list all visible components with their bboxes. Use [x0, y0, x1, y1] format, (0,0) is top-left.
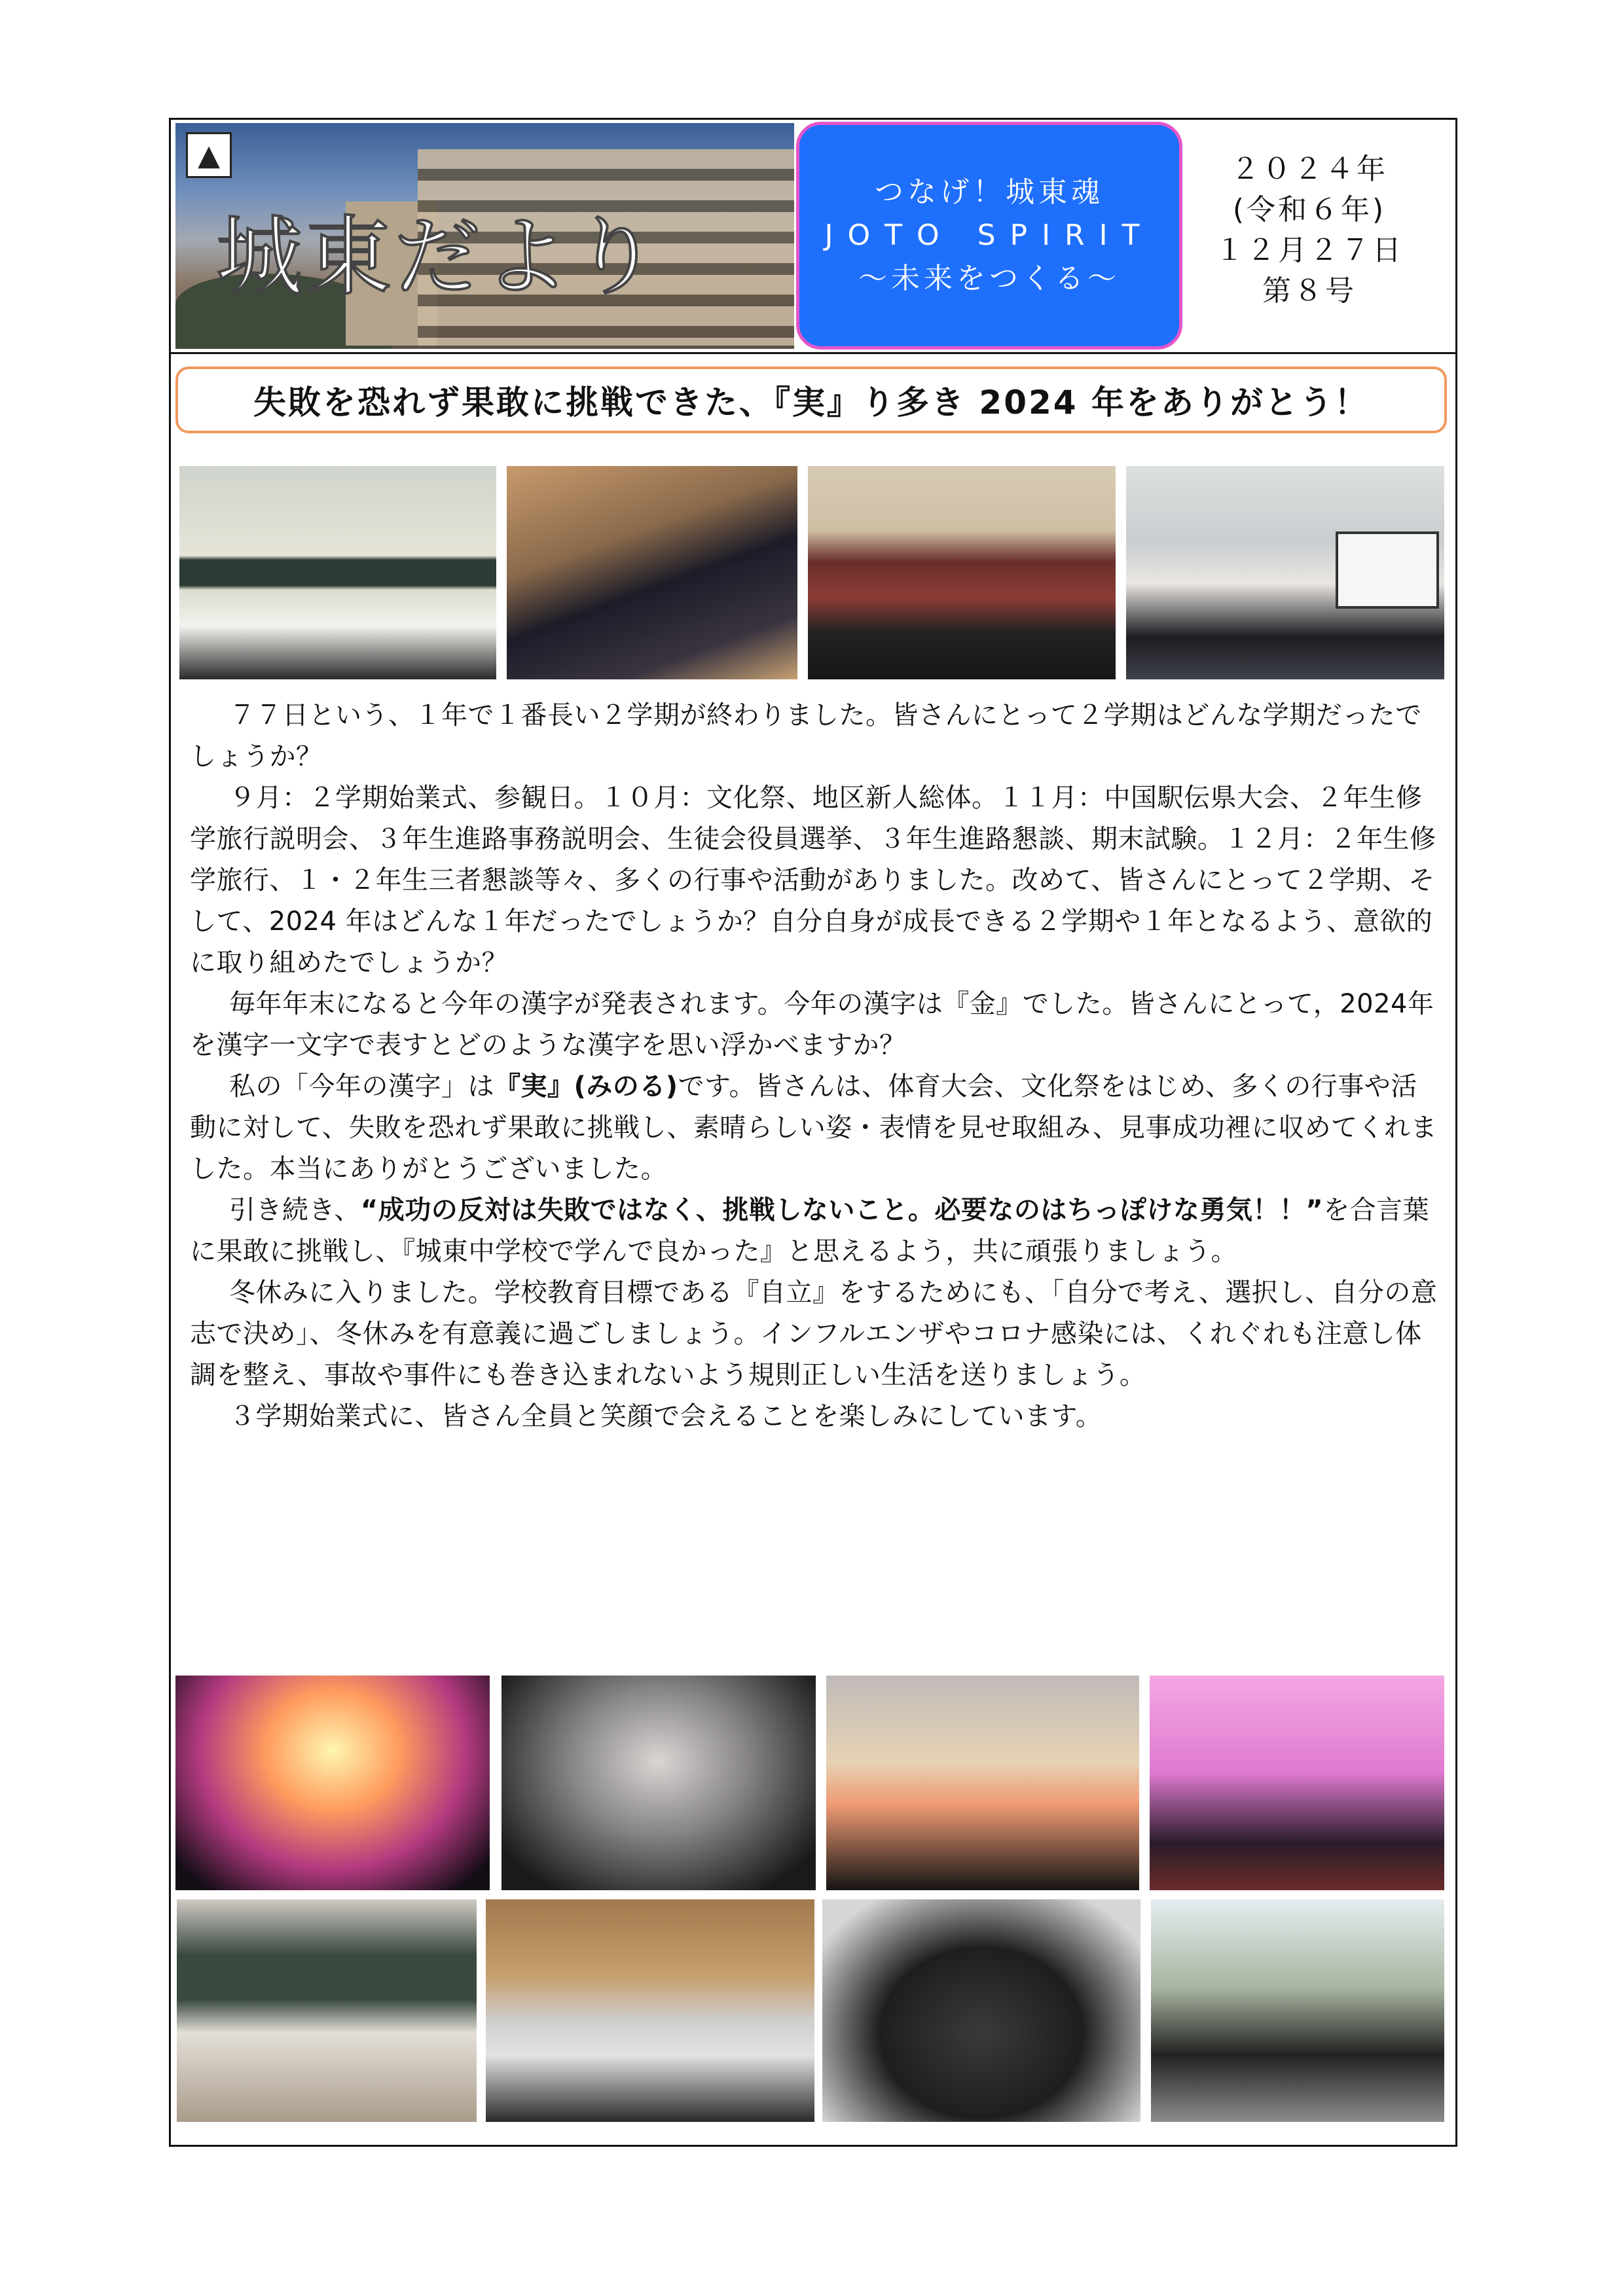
paragraph-2: ９月：２学期始業式、参観日。１０月：文化祭、地区新人総体。１１月：中国駅伝県大会、２年生修学旅行説明会、３年生進路事務説明会、生徒会役員選挙、３年生進路懇談、期末試験。１２月：２年生修学旅行、１・２年生三者懇談等々、多くの行事や活動がありました。改めて、皆さんにとって２学期、そして、2024 年はどんな１年だったでしょうか？自分自身が成長できる２学期や１年となるよう、意欲的に取り組めたでしょうか？ [190, 783, 1436, 978]
photo-stage-assembly [808, 466, 1116, 679]
paragraph-5-lead: 引き続き、 [229, 1195, 361, 1225]
article-body [190, 695, 1438, 1437]
issue-number: 第８号 [1262, 274, 1357, 308]
newsletter-title: 城東だより [216, 207, 661, 308]
photo-group-overhead [822, 1899, 1140, 2122]
photo-tablet-work [507, 466, 797, 679]
slogan-box [796, 122, 1182, 350]
projector-screen [1336, 531, 1439, 609]
photo-stage-drama [501, 1676, 816, 1890]
issue-date: １２月２７日 [1215, 234, 1404, 267]
photo-classroom-pose [177, 1899, 477, 2122]
paragraph-4-rest: です。皆さんは、体育大会、文化祭をはじめ、多くの行事や活動に対して、失敗を恐れず果敢に挑戦し、素晴らしい姿・表情を見せ取組み、見事成功裡に収めてくれました。本当にありがとうございました。 [190, 1071, 1438, 1184]
paragraph-5-rest: を合言葉に果敢に挑戦し、『城東中学校で学んで良かった』と思えるよう，共に頑張りましょう。 [190, 1195, 1430, 1266]
slogan-line-1: つなげ！城東魂 [875, 175, 1104, 209]
motto-quote: “成功の反対は失敗ではなく、挑戦しないこと。必要なのはちっぽけな勇気！！” [360, 1195, 1324, 1225]
header-divider [169, 352, 1457, 354]
paragraph-7: ３学期始業式に、皆さん全員と笑顔で会えることを楽しみにしています。 [229, 1401, 1103, 1431]
slogan-line-3: ～未来をつくる～ [858, 262, 1120, 295]
paragraph-3: 毎年年末になると今年の漢字が発表されます。今年の漢字は『金』でした。皆さんにとって，2024年を漢字一文字で表すとどのような漢字を思い浮かべますか？ [190, 989, 1434, 1060]
paragraph-4 [190, 1066, 1438, 1190]
photo-stage-pink-light [1150, 1676, 1444, 1890]
kanji-of-year: 『実』(みのる) [494, 1071, 678, 1102]
headline-box [175, 367, 1447, 433]
photo-classroom-presentation [179, 466, 496, 679]
school-crest-icon: ▲ [186, 132, 232, 178]
photo-stage-costumes [826, 1676, 1139, 1890]
issue-info [1205, 149, 1414, 312]
paragraph-4-lead: 私の「今年の漢字」は [229, 1071, 494, 1102]
photo-gym-choir [486, 1899, 814, 2122]
photo-stage-dance [175, 1676, 490, 1890]
issue-year: ２０２４年 [1231, 152, 1388, 186]
photo-outdoor-students [1151, 1899, 1444, 2122]
masthead-photo [175, 123, 794, 349]
slogan-line-2: JOTO SPIRIT [824, 219, 1154, 252]
paragraph-6: 冬休みに入りました。学校教育目標である『自立』をするためにも、「自分で考え、選択し、自分の意志で決め」、冬休みを有意義に過ごしましょう。インフルエンザやコロナ感染には、くれぐれも注意し体調を整え、事故や事件にも巻き込まれないよう規則正しい生活を送りましょう。 [190, 1278, 1438, 1390]
headline-text: 失敗を恐れず果敢に挑戦できた、『実』り多き 2024 年をありがとう！ [253, 384, 1369, 422]
photo-student-presenting [1126, 466, 1444, 679]
issue-era: (令和６年) [1232, 193, 1387, 226]
paragraph-5 [190, 1190, 1438, 1272]
paragraph-1: ７７日という、１年で１番長い２学期が終わりました。皆さんにとって２学期はどんな学期だったでしょうか？ [190, 700, 1422, 772]
